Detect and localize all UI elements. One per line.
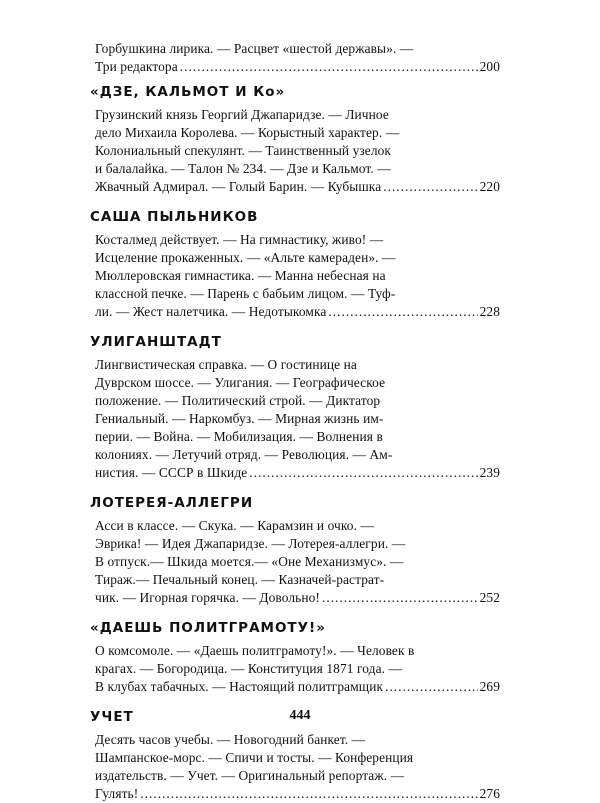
toc-entry — [90, 517, 500, 607]
entry-last-line — [95, 464, 500, 482]
entry-text-line: Жвачный Адмирал. — Голый Барин. — Кубышка — [95, 179, 382, 194]
entry-text-line: перии. — Война. — Мобилизация. — Волнения в — [95, 429, 383, 444]
entry-last-line — [95, 589, 500, 607]
entry-text-line: Тираж.— Печальный конец. — Казначей-растрат- — [95, 572, 385, 587]
entry-text-line: издательств. — Учет. — Оригинальный репортаж. — — [95, 768, 405, 783]
page-reference: 269 — [479, 679, 500, 694]
entry-text-line: положение. — Политический строй. — Диктатор — [95, 393, 381, 408]
entry-text-line: классной печке. — Парень с бабьим лицом. — Туф- — [95, 286, 396, 301]
entry-text-line: Асси в классе. — Скука. — Карамзин и очко. — — [95, 518, 374, 533]
entry-last-line — [95, 178, 500, 196]
dot-leader — [180, 58, 478, 76]
page-reference: 252 — [479, 590, 500, 605]
entry-text-line: В клубах табачных. — Настоящий политграмщик — [95, 679, 384, 694]
page-reference: 239 — [479, 465, 500, 480]
toc-entry — [90, 356, 500, 482]
entry-text-line: дело Михаила Королева. — Корыстный характер. — — [95, 125, 400, 140]
dot-leader — [328, 303, 477, 321]
entry-text-line: Гениальный. — Наркомбуз. — Мирная жизнь им- — [95, 411, 384, 426]
section-heading: «ДЗЕ, КАЛЬМОТ И Ко» — [90, 84, 286, 100]
entry-last-line — [95, 785, 500, 803]
section-heading: САША ПЫЛЬНИКОВ — [90, 209, 259, 225]
toc-entry — [90, 231, 500, 321]
toc-entry — [90, 731, 500, 803]
entry-text-line: колониях. — Летучий отряд. — Революция. — Ам- — [95, 447, 393, 462]
entry-last-line — [95, 303, 500, 321]
entry-text-line: Грузинский князь Георгий Джапаридзе. — Личное — [95, 107, 389, 122]
entry-text-line: Горбушкина лирика. — Расцвет «шестой державы». — — [95, 41, 414, 56]
section-heading: «ДАЕШЬ ПОЛИТГРАМОТУ!» — [90, 620, 326, 636]
entry-text-line: чик. — Игорная горячка. — Довольно! — [95, 590, 320, 605]
entry-text-line: Колониальный спекулянт. — Таинственный узелок — [95, 143, 392, 158]
entry-text-line: и балалайка. — Талон № 234. — Дзе и Кальмот. — — [95, 161, 391, 176]
entry-text-line: Лингвистическая справка. — О гостинице на — [95, 357, 357, 372]
dot-leader — [385, 678, 478, 696]
page-reference: 276 — [479, 786, 500, 801]
entry-last-line — [95, 678, 500, 696]
entry-text-line: Десять часов учебы. — Новогодний банкет. — — [95, 732, 366, 747]
dot-leader — [322, 589, 478, 607]
entry-text-line: Дуврском шоссе. — Улигания. — Географическое — [95, 375, 386, 390]
entry-text-line: Косталмед действует. — На гимнастику, живо! — — [95, 232, 384, 247]
entry-text-line: Эврика! — Идея Джапаридзе. — Лотерея-аллегри. — — [95, 536, 406, 551]
entry-text-line: О комсомоле. — «Даешь политграмоту!». — Человек в — [95, 643, 415, 658]
entry-text-line: ли. — Жест налетчика. — Недотыкомка — [95, 304, 327, 319]
toc-entry — [90, 106, 500, 196]
entry-text-line: Исцеление прокаженных. — «Альте камераден». — — [95, 250, 396, 265]
page-reference: 220 — [479, 179, 500, 194]
section-heading: ЛОТЕРЕЯ-АЛЛЕГРИ — [90, 495, 254, 511]
section-heading: УЧЕТ — [90, 709, 134, 725]
dot-leader — [383, 178, 477, 196]
entry-text-line: Гулять! — [95, 786, 139, 801]
page-number: 444 — [289, 708, 311, 723]
entry-last-line — [95, 58, 500, 76]
toc-entry — [90, 642, 500, 696]
table-of-contents — [90, 40, 500, 803]
entry-text-line: нистия. — СССР в Шкиде — [95, 465, 248, 480]
entry-text-line: Шампанское-морс. — Спичи и тосты. — Конференция — [95, 750, 414, 765]
page-reference: 228 — [479, 304, 500, 319]
entry-text-line: Три редактора — [95, 59, 178, 74]
dot-leader — [140, 785, 477, 803]
entry-text-line: Мюллеровская гимнастика. — Манна небесная на — [95, 268, 386, 283]
section-heading: УЛИГАНШТАДТ — [90, 334, 222, 350]
toc-entry — [90, 40, 500, 76]
page-reference: 200 — [479, 59, 500, 74]
entry-text-line: В отпуск.— Шкида моется.— «Оне Механизмус». — — [95, 554, 404, 569]
dot-leader — [249, 464, 477, 482]
entry-text-line: крагах. — Богородица. — Конституция 1871 года. — — [95, 661, 403, 676]
